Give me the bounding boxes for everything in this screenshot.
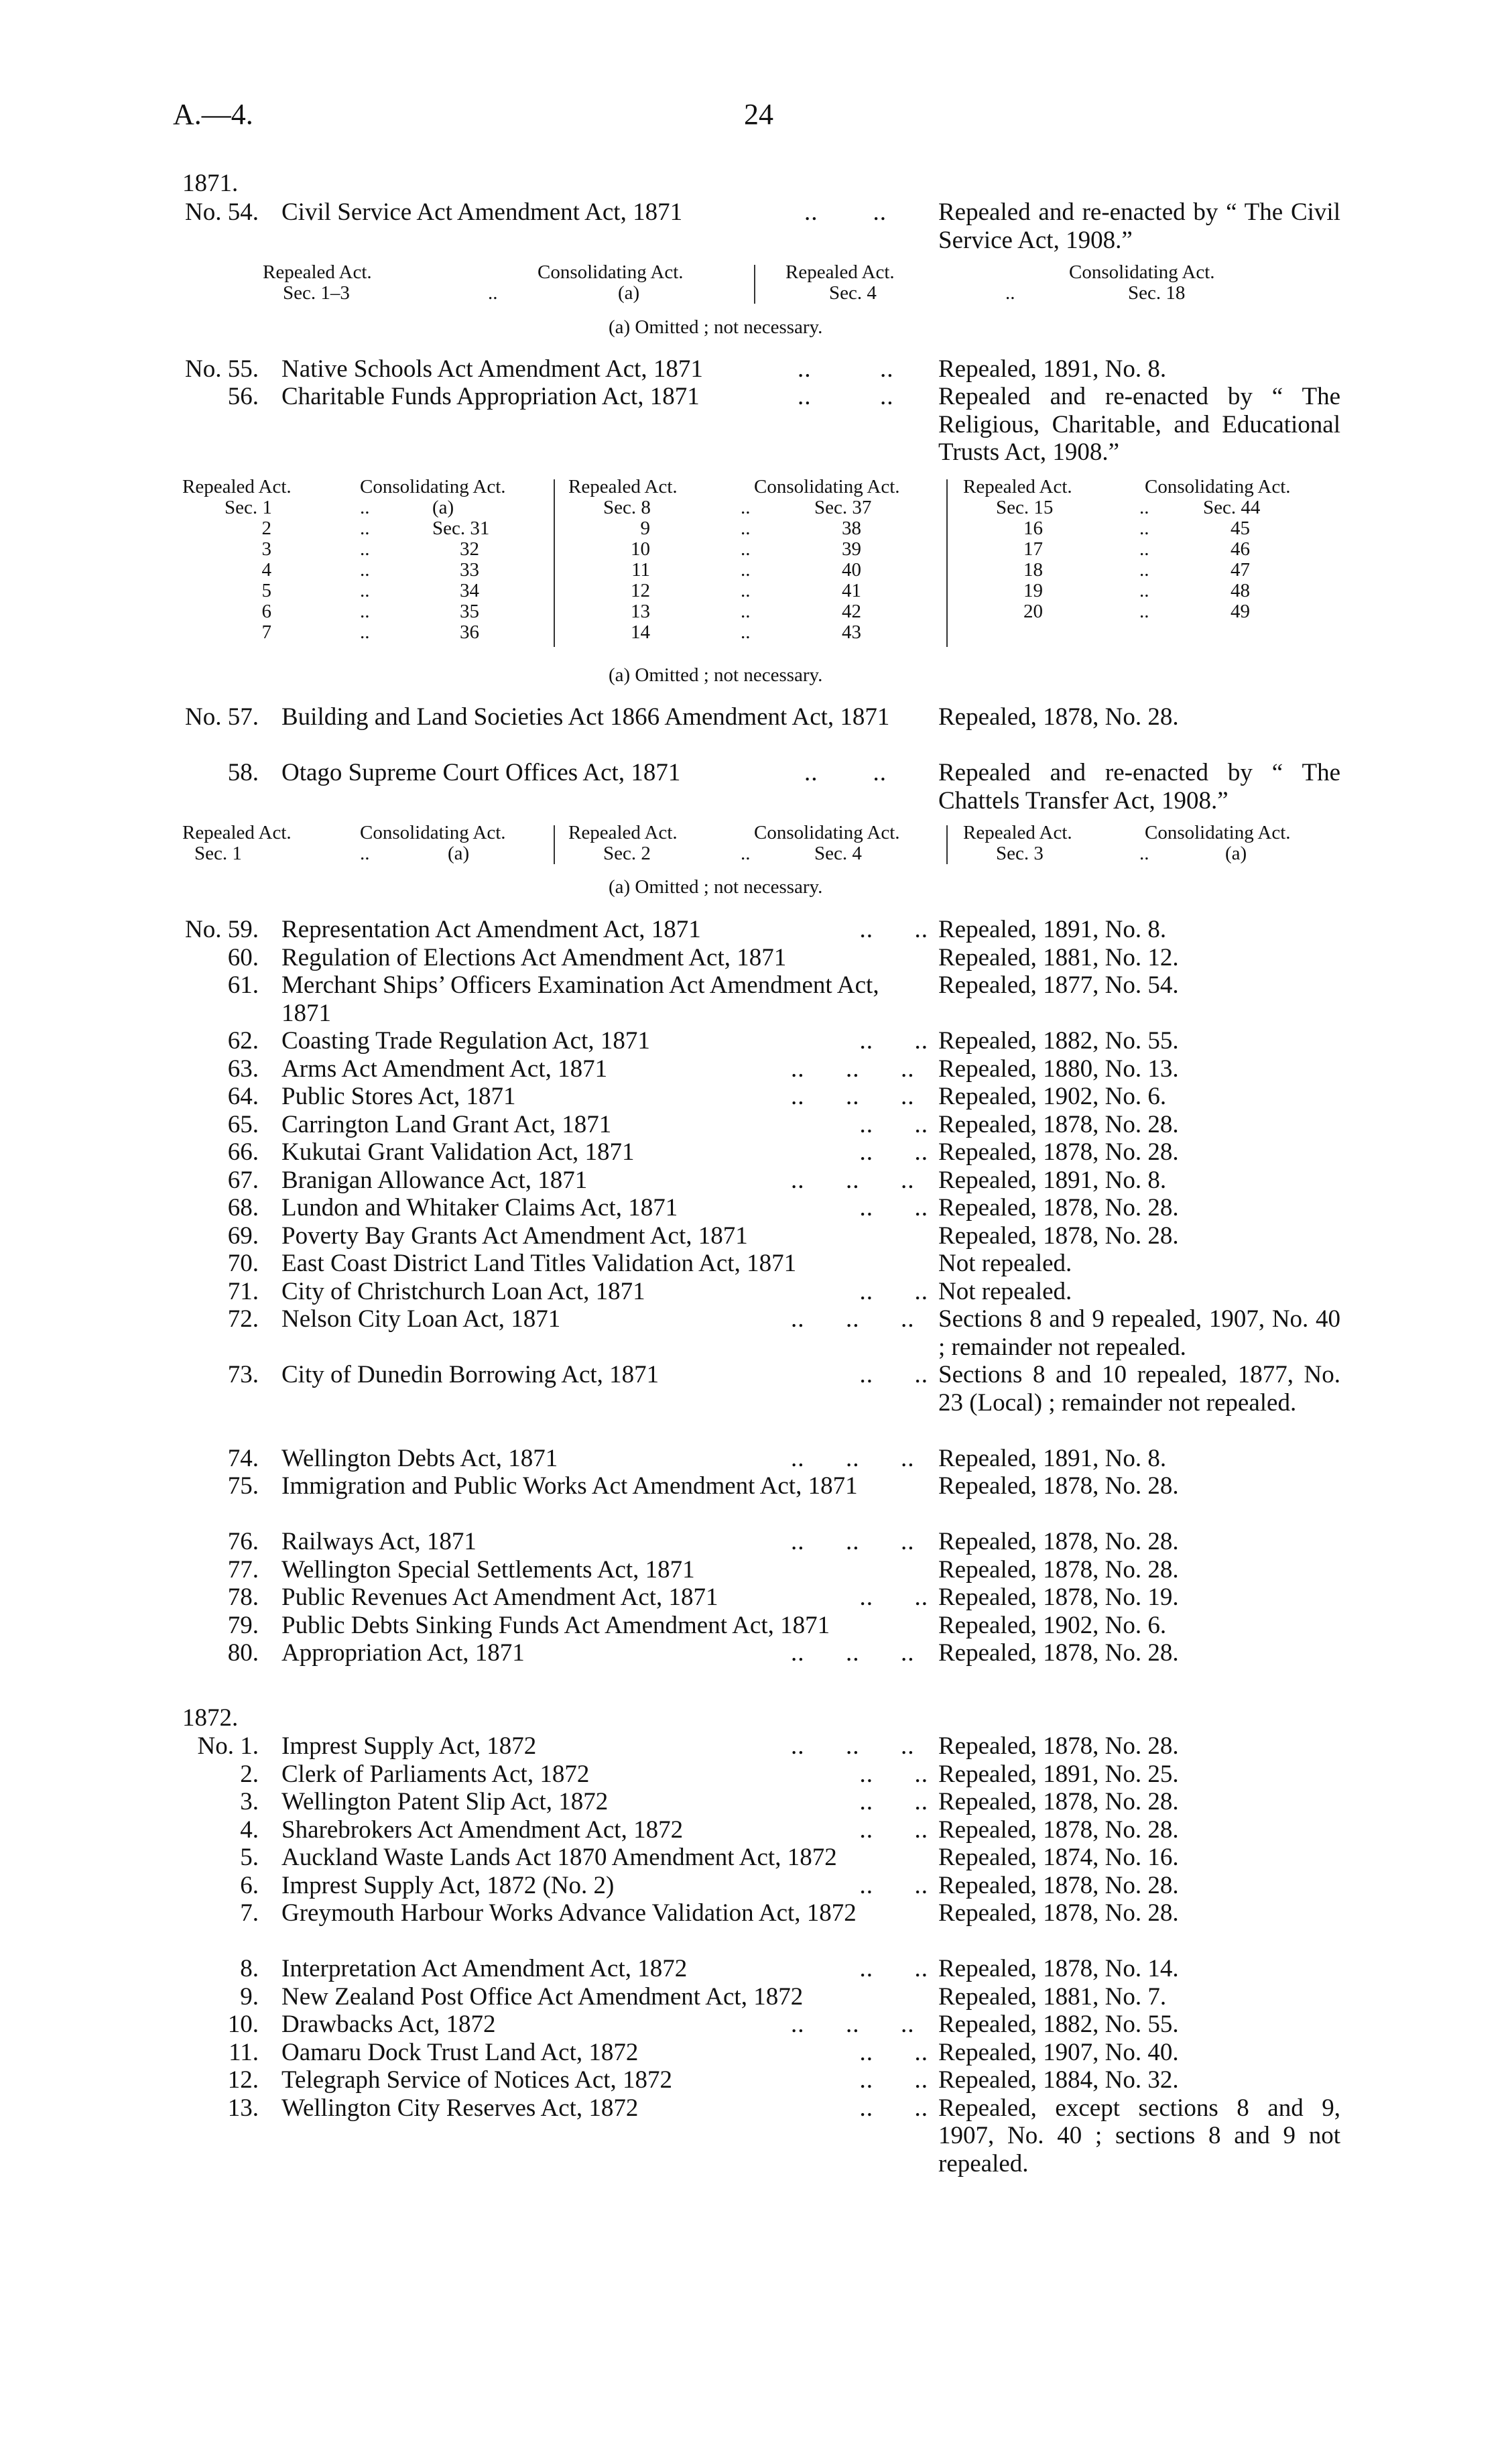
act-title: Public Stores Act, 1871 [281, 1083, 516, 1110]
act-entry [0, 198, 1512, 254]
act-entry [0, 1138, 1512, 1167]
act-title: Interpretation Act Amendment Act, 1872 [281, 1955, 688, 1982]
leader-dots: .. .. [791, 1584, 928, 1611]
act-list-1871 [0, 916, 1512, 1667]
act-title: Railways Act, 1871 [281, 1528, 477, 1555]
leader-dots: .. [1139, 538, 1149, 560]
consolidating-act-header: Consolidating Act. [754, 822, 900, 843]
act-title: Wellington Special Settlements Act, 1871 [281, 1555, 695, 1584]
act-title: Public Revenues Act Amendment Act, 1871 [281, 1584, 718, 1611]
repealed-section: 9 [640, 518, 650, 539]
act-title: Public Debts Sinking Funds Act Amendment Act, 1871 [281, 1611, 830, 1639]
act-number: 71. [227, 1277, 259, 1305]
act-status: Repealed, 1878, No. 28. [938, 1110, 1179, 1138]
repealed-section: 12 [631, 580, 650, 601]
leader-dots: .. .. [798, 383, 894, 410]
column-divider [554, 825, 555, 864]
leader-dots: .. .. .. [791, 2011, 915, 2038]
act-status: Repealed, 1881, No. 12. [938, 943, 1179, 971]
act-title: Nelson City Loan Act, 1871 [281, 1305, 561, 1333]
column-divider [554, 479, 555, 647]
repealed-section: 7 [261, 621, 271, 643]
act-title: Auckland Waste Lands Act 1870 Amendment Act, 1872 [281, 1844, 837, 1871]
leader-dots: .. .. [804, 198, 887, 226]
act-entry [0, 1639, 1512, 1667]
act-title: Telegraph Service of Notices Act, 1872 [281, 2066, 673, 2094]
repealed-section: 2 [261, 518, 271, 539]
act-status: Not repealed. [938, 1277, 1072, 1305]
consolidating-section: 40 [842, 559, 861, 581]
act-status: Repealed, except sections 8 and 9, 1907, No. 40 ; sections 8 and 9 not repealed. [938, 2094, 1340, 2177]
repealed-section: 20 [1023, 601, 1043, 622]
consolidating-section: 42 [842, 601, 861, 622]
consolidating-act-header: Consolidating Act. [1145, 822, 1291, 843]
consolidating-section: 32 [460, 538, 479, 560]
leader-dots: .. [741, 538, 751, 560]
act-title: Arms Act Amendment Act, 1871 [281, 1055, 608, 1083]
leader-dots: .. .. [791, 1760, 928, 1788]
act-number: 70. [227, 1250, 259, 1277]
leader-dots: .. .. [791, 2066, 928, 2094]
act-status: Repealed, 1878, No. 28. [938, 1138, 1179, 1166]
repealed-act-header: Repealed Act. [963, 476, 1072, 497]
act-title: Branigan Allowance Act, 1871 [281, 1166, 588, 1194]
act-title: Otago Supreme Court Offices Act, 1871 [281, 759, 681, 786]
act-entry [0, 1027, 1512, 1055]
act-number: 13. [227, 2094, 259, 2122]
act-title: Kukutai Grant Validation Act, 1871 [281, 1138, 635, 1166]
table-note: (a) Omitted ; not necessary. [609, 316, 823, 338]
act-number: 8. [240, 1955, 259, 1982]
leader-dots: .. .. .. [791, 1305, 915, 1333]
act-number: 66. [227, 1138, 259, 1166]
leader-dots: .. [1139, 843, 1149, 864]
act-status: Repealed, 1878, No. 28. [938, 1472, 1179, 1500]
table-note: (a) Omitted ; not necessary. [609, 876, 823, 898]
leader-dots: .. [360, 518, 370, 539]
act-number: 77. [227, 1555, 259, 1584]
consolidating-act-header: Consolidating Act. [754, 476, 900, 497]
act-entry [0, 1844, 1512, 1872]
repealed-section: Sec. 3 [996, 843, 1044, 864]
act-entry [0, 1556, 1512, 1584]
repealed-section: Sec. 1 [225, 497, 272, 518]
act-entry [0, 1250, 1512, 1278]
act-entry [0, 1472, 1512, 1528]
act-number: No. 1. [197, 1732, 259, 1760]
repealed-section: Sec. 2 [603, 843, 651, 864]
act-status: Repealed, 1878, No. 28. [938, 1788, 1179, 1815]
act-number: 72. [227, 1305, 259, 1333]
consolidating-section: 47 [1231, 559, 1250, 581]
consolidating-section: 39 [842, 538, 861, 560]
act-status: Sections 8 and 9 repealed, 1907, No. 40 ; remainder not repealed. [938, 1305, 1340, 1361]
leader-dots: .. .. .. [791, 1732, 915, 1760]
act-list-1872 [0, 1732, 1512, 2177]
leader-dots: .. .. [804, 759, 887, 786]
leader-dots: .. .. [791, 1361, 928, 1388]
year-heading-1872: 1872. [182, 1704, 239, 1732]
act-number: 76. [227, 1528, 259, 1555]
act-title: Immigration and Public Works Act Amendment Act, 1871 [281, 1472, 858, 1500]
act-entry [0, 1111, 1512, 1139]
column-divider [946, 825, 948, 864]
act-entry [0, 355, 1512, 383]
act-title: New Zealand Post Office Act Amendment Act, 1872 [281, 1982, 804, 2011]
act-title: Sharebrokers Act Amendment Act, 1872 [281, 1815, 684, 1844]
leader-dots: .. [360, 843, 370, 864]
act-number: 62. [227, 1027, 259, 1055]
act-title: Lundon and Whitaker Claims Act, 1871 [281, 1194, 678, 1221]
act-entry [0, 944, 1512, 972]
act-status: Repealed, 1878, No. 28. [938, 703, 1179, 731]
consolidating-section: 36 [460, 621, 479, 643]
leader-dots: .. [741, 621, 751, 643]
act-entry [0, 1872, 1512, 1900]
act-number: 73. [227, 1361, 259, 1388]
leader-dots: .. [1139, 497, 1149, 518]
leader-dots: .. [360, 580, 370, 601]
act-number: 78. [227, 1584, 259, 1611]
act-entry [0, 1305, 1512, 1361]
consolidating-act-header: Consolidating Act. [360, 476, 506, 497]
leader-dots: .. [360, 559, 370, 581]
act-status: Repealed, 1878, No. 28. [938, 1221, 1179, 1250]
leader-dots: .. .. .. [791, 1055, 915, 1083]
consolidating-section: 48 [1231, 580, 1250, 601]
act-title: Wellington Patent Slip Act, 1872 [281, 1788, 609, 1815]
consolidating-act-header: Consolidating Act. [538, 261, 684, 283]
leader-dots: .. [360, 621, 370, 643]
act-status: Repealed, 1902, No. 6. [938, 1611, 1167, 1639]
act-status: Repealed, 1878, No. 28. [938, 1815, 1179, 1844]
act-title: Imprest Supply Act, 1872 (No. 2) [281, 1871, 615, 1899]
act-status: Repealed, 1878, No. 28. [938, 1871, 1179, 1899]
repealed-section: Sec. 1–3 [283, 282, 350, 304]
act-title: City of Christchurch Loan Act, 1871 [281, 1277, 645, 1305]
leader-dots: .. [741, 497, 751, 518]
repealed-section: 14 [631, 621, 650, 643]
act-number: 79. [227, 1611, 259, 1639]
act-entry [0, 2011, 1512, 2039]
act-number: 69. [227, 1221, 259, 1250]
act-status: Repealed and re-enacted by “ The Religious, Charitable, and Educational Trusts Act, 1908.” [938, 383, 1340, 466]
act-entry [0, 971, 1512, 1027]
act-status: Sections 8 and 10 repealed, 1877, No. 23 (Local) ; remainder not repealed. [938, 1361, 1340, 1417]
act-entry [0, 383, 1512, 467]
act-title: Greymouth Harbour Works Advance Validation Act, 1872 [281, 1899, 857, 1927]
act-entry [0, 1788, 1512, 1816]
act-number: 68. [227, 1194, 259, 1221]
act-status: Repealed, 1878, No. 28. [938, 1899, 1179, 1927]
act-title: City of Dunedin Borrowing Act, 1871 [281, 1361, 659, 1388]
act-entry [0, 2039, 1512, 2067]
consolidating-section: Sec. 37 [814, 497, 872, 518]
act-number: 67. [227, 1166, 259, 1194]
act-title: Wellington City Reserves Act, 1872 [281, 2094, 639, 2122]
leader-dots: .. [741, 518, 751, 539]
consolidating-section: (a) [448, 843, 470, 864]
act-number: 65. [227, 1110, 259, 1138]
act-title: Imprest Supply Act, 1872 [281, 1732, 537, 1760]
act-title: Appropriation Act, 1871 [281, 1639, 525, 1667]
act-title: Drawbacks Act, 1872 [281, 2011, 496, 2038]
repealed-section: 11 [631, 559, 650, 581]
leader-dots: .. .. .. [791, 1166, 915, 1194]
act-title: Building and Land Societies Act 1866 Amendment Act, 1871 [281, 703, 890, 731]
act-entry [0, 1167, 1512, 1195]
consolidating-section: 34 [460, 580, 479, 601]
column-divider [946, 479, 948, 647]
leader-dots: .. [360, 601, 370, 622]
act-title: Clerk of Parliaments Act, 1872 [281, 1760, 590, 1788]
act-number: 64. [227, 1083, 259, 1110]
leader-dots: .. .. [791, 1277, 928, 1305]
leader-dots: .. [1139, 559, 1149, 581]
act-title: Regulation of Elections Act Amendment Act, 1871 [281, 943, 787, 971]
act-status: Repealed, 1882, No. 55. [938, 1027, 1179, 1055]
consolidating-section: 43 [842, 621, 861, 643]
leader-dots: .. .. [791, 1110, 928, 1138]
consolidating-section: Sec. 4 [814, 843, 862, 864]
act-title: Wellington Debts Act, 1871 [281, 1444, 558, 1472]
act-status: Repealed, 1891, No. 8. [938, 1444, 1167, 1472]
act-entry [0, 1612, 1512, 1640]
consolidating-act-header: Consolidating Act. [1069, 261, 1215, 283]
repealed-section: 6 [261, 601, 271, 622]
repealed-section: 5 [261, 580, 271, 601]
leader-dots: .. [741, 580, 751, 601]
consolidating-act-header: Consolidating Act. [360, 822, 506, 843]
act-entry [0, 1083, 1512, 1111]
act-status: Repealed, 1891, No. 8. [938, 1166, 1167, 1194]
consolidating-section: Sec. 18 [1128, 282, 1186, 304]
leader-dots: .. .. [791, 1138, 928, 1166]
consolidating-section: Sec. 31 [432, 518, 490, 539]
act-status: Repealed, 1878, No. 28. [938, 1555, 1179, 1584]
repealed-section: Sec. 15 [996, 497, 1054, 518]
act-status: Repealed, 1878, No. 28. [938, 1528, 1179, 1555]
act-entry [0, 1760, 1512, 1789]
act-entry [0, 1816, 1512, 1844]
act-title: Civil Service Act Amendment Act, 1871 [281, 198, 683, 226]
act-number: 12. [227, 2066, 259, 2094]
leader-dots: .. [1139, 518, 1149, 539]
repealed-section: 4 [261, 559, 271, 581]
act-number: 74. [227, 1444, 259, 1472]
act-number: 3. [240, 1788, 259, 1815]
act-title: Merchant Ships’ Officers Examination Act Amendment Act, 1871 [281, 971, 879, 1027]
leader-dots: .. .. [798, 355, 894, 383]
act-entry [0, 1222, 1512, 1250]
act-status: Repealed, 1878, No. 19. [938, 1584, 1179, 1611]
act-title: Carrington Land Grant Act, 1871 [281, 1110, 612, 1138]
repealed-act-header: Repealed Act. [568, 822, 678, 843]
act-entry [0, 1528, 1512, 1556]
act-number: 61. [227, 971, 259, 999]
act-entry [0, 916, 1512, 944]
act-title: Poverty Bay Grants Act Amendment Act, 1871 [281, 1221, 748, 1250]
leader-dots: .. .. [791, 1194, 928, 1221]
leader-dots: .. .. [791, 2094, 928, 2122]
year-heading-1871: 1871. [182, 170, 239, 197]
act-number: 2. [240, 1760, 259, 1788]
act-status: Repealed, 1880, No. 13. [938, 1055, 1179, 1083]
consolidating-section: (a) [618, 282, 640, 304]
act-number: 10. [227, 2011, 259, 2038]
act-title: Native Schools Act Amendment Act, 1871 [281, 355, 703, 383]
leader-dots: .. [488, 282, 498, 304]
leader-dots: .. .. [791, 1955, 928, 1982]
act-entry [0, 1194, 1512, 1222]
act-number: 63. [227, 1055, 259, 1083]
leader-dots: .. .. [791, 2038, 928, 2066]
act-number: No. 57. [185, 703, 259, 731]
leader-dots: .. [741, 559, 751, 581]
consolidating-section: 33 [460, 559, 479, 581]
act-title: East Coast District Land Titles Validation Act, 1871 [281, 1250, 797, 1277]
act-entry [0, 1361, 1512, 1445]
consolidating-section: 45 [1231, 518, 1250, 539]
leader-dots: .. [360, 497, 370, 518]
repealed-act-header: Repealed Act. [263, 261, 372, 283]
act-number: 60. [227, 943, 259, 971]
leader-dots: .. [741, 843, 751, 864]
act-status: Repealed and re-enacted by “ The Chattels Transfer Act, 1908.” [938, 759, 1340, 815]
act-title: Coasting Trade Regulation Act, 1871 [281, 1027, 650, 1055]
act-entry [0, 759, 1512, 815]
repealed-section: Sec. 4 [829, 282, 877, 304]
act-status: Repealed, 1891, No. 25. [938, 1760, 1179, 1788]
act-number: 6. [240, 1871, 259, 1899]
repealed-act-header: Repealed Act. [182, 822, 292, 843]
repealed-section: Sec. 1 [194, 843, 242, 864]
leader-dots: .. .. .. [791, 1528, 915, 1555]
repealed-section: 16 [1023, 518, 1043, 539]
consolidating-section: Sec. 44 [1203, 497, 1261, 518]
document-reference: A.—4. [173, 98, 253, 131]
act-title: Oamaru Dock Trust Land Act, 1872 [281, 2038, 639, 2066]
act-status: Repealed, 1884, No. 32. [938, 2066, 1179, 2094]
act-entry [0, 1055, 1512, 1083]
act-entry [0, 1899, 1512, 1955]
leader-dots: .. .. [791, 1871, 928, 1899]
act-status: Repealed, 1874, No. 16. [938, 1844, 1179, 1871]
act-status: Repealed, 1902, No. 6. [938, 1083, 1167, 1110]
act-status: Repealed, 1881, No. 7. [938, 1982, 1167, 2011]
repealed-act-header: Repealed Act. [963, 822, 1072, 843]
repealed-section: 13 [631, 601, 650, 622]
repealed-act-header: Repealed Act. [568, 476, 678, 497]
consolidating-section: 46 [1231, 538, 1250, 560]
repealed-section: 17 [1023, 538, 1043, 560]
act-entry [0, 1955, 1512, 1983]
repealed-section: Sec. 8 [603, 497, 651, 518]
leader-dots: .. .. .. [791, 1639, 915, 1667]
consolidating-section: (a) [1225, 843, 1247, 864]
act-number: No. 54. [185, 198, 259, 226]
page-number: 24 [744, 98, 773, 131]
table-note: (a) Omitted ; not necessary. [609, 664, 823, 686]
leader-dots: .. .. [791, 916, 928, 943]
act-title: Charitable Funds Appropriation Act, 1871 [281, 383, 700, 410]
act-title: Representation Act Amendment Act, 1871 [281, 916, 701, 943]
repealed-act-header: Repealed Act. [182, 476, 292, 497]
leader-dots: .. .. [791, 1815, 928, 1844]
act-status: Repealed and re-enacted by “ The Civil Service Act, 1908.” [938, 198, 1340, 254]
act-entry [0, 1584, 1512, 1612]
leader-dots: .. [360, 538, 370, 560]
consolidating-section: 49 [1231, 601, 1250, 622]
act-status: Repealed, 1877, No. 54. [938, 971, 1179, 999]
repealed-section: 18 [1023, 559, 1043, 581]
leader-dots: .. [1139, 580, 1149, 601]
act-number: 5. [240, 1844, 259, 1871]
act-number: No. 59. [185, 916, 259, 943]
act-status: Repealed, 1891, No. 8. [938, 355, 1167, 383]
act-number: No. 55. [185, 355, 259, 383]
act-entry [0, 2094, 1512, 2178]
act-status: Repealed, 1878, No. 28. [938, 1194, 1179, 1221]
act-entry [0, 703, 1512, 759]
act-status: Repealed, 1878, No. 14. [938, 1955, 1179, 1982]
act-status: Not repealed. [938, 1250, 1072, 1277]
act-number: 58. [227, 759, 259, 786]
consolidating-act-header: Consolidating Act. [1145, 476, 1291, 497]
act-status: Repealed, 1878, No. 28. [938, 1732, 1179, 1760]
repealed-section: 19 [1023, 580, 1043, 601]
act-number: 80. [227, 1639, 259, 1667]
act-entry [0, 1278, 1512, 1306]
leader-dots: .. .. .. [791, 1083, 915, 1110]
act-entry [0, 2066, 1512, 2094]
act-number: 7. [240, 1899, 259, 1927]
act-status: Repealed, 1882, No. 55. [938, 2011, 1179, 2038]
consolidating-section: 35 [460, 601, 479, 622]
act-status: Repealed, 1891, No. 8. [938, 916, 1167, 943]
leader-dots: .. .. [791, 1027, 928, 1055]
leader-dots: .. [1005, 282, 1015, 304]
leader-dots: .. [1139, 601, 1149, 622]
consolidating-section: 38 [842, 518, 861, 539]
act-number: 75. [227, 1472, 259, 1500]
act-status: Repealed, 1878, No. 28. [938, 1639, 1179, 1667]
repealed-act-header: Repealed Act. [785, 261, 895, 283]
act-entry [0, 1983, 1512, 2011]
column-divider [754, 265, 755, 304]
consolidating-section: 41 [842, 580, 861, 601]
act-number: 56. [227, 383, 259, 410]
act-status: Repealed, 1907, No. 40. [938, 2038, 1179, 2066]
leader-dots: .. .. [791, 1788, 928, 1815]
repealed-section: 3 [261, 538, 271, 560]
act-number: 11. [229, 2038, 259, 2066]
leader-dots: .. [741, 601, 751, 622]
repealed-section: 10 [631, 538, 650, 560]
act-entry [0, 1445, 1512, 1473]
consolidating-section: (a) [432, 497, 454, 518]
act-number: 4. [240, 1815, 259, 1844]
act-number: 9. [240, 1982, 259, 2011]
leader-dots: .. .. .. [791, 1444, 915, 1472]
act-entry [0, 1732, 1512, 1760]
